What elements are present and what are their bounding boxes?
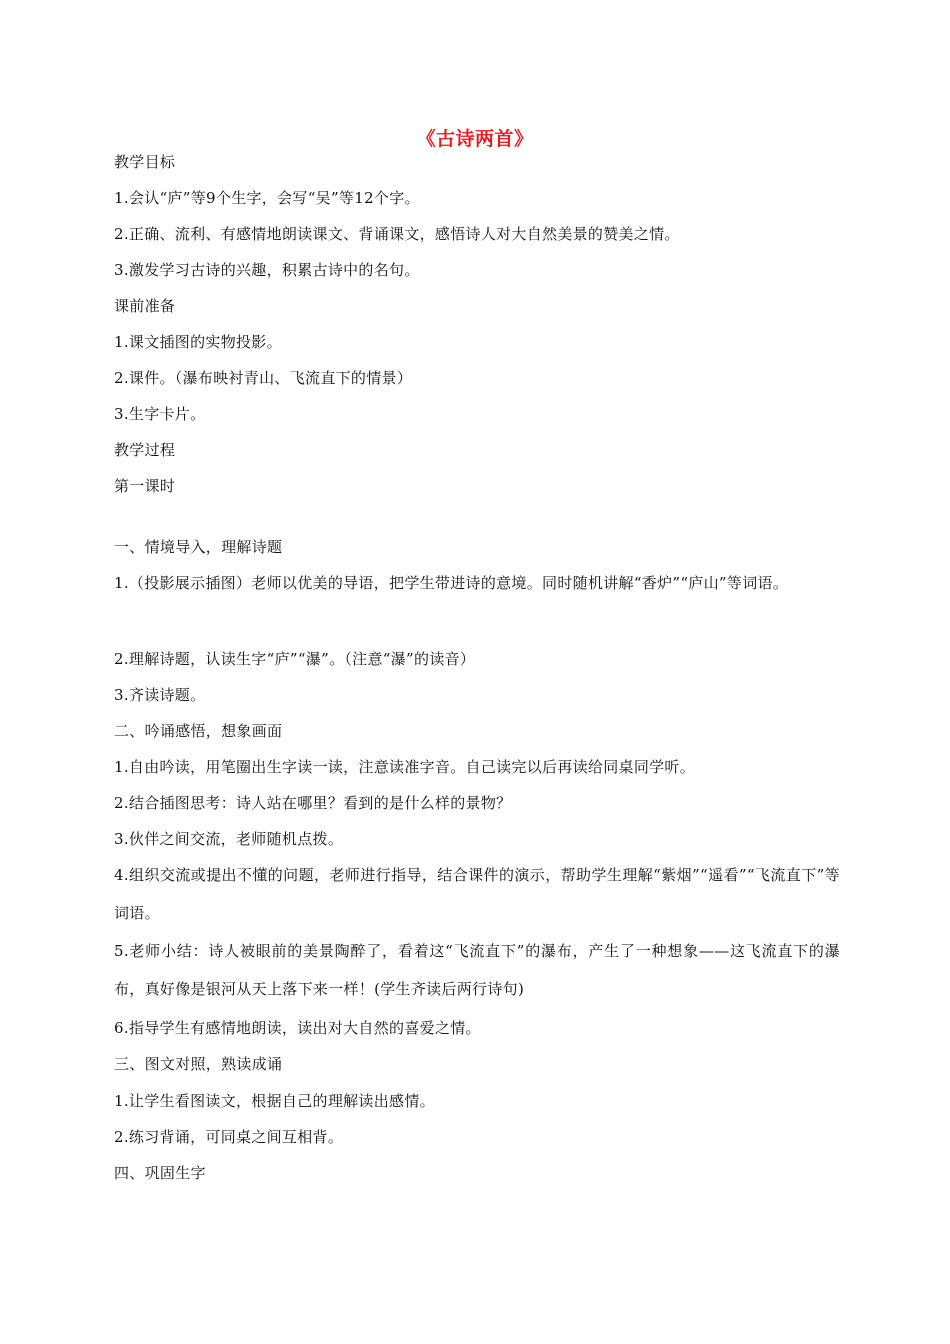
objectives-heading: 教学目标 — [114, 153, 176, 171]
part3-item: 2.练习背诵，可同桌之间互相背。 — [114, 1128, 344, 1146]
part2-item: 4.组织交流或提出不懂的问题，老师进行指导，结合课件的演示，帮助学生理解“紫烟”“遥看”“飞流直下”等词语。 — [114, 866, 840, 922]
prep-item: 1.课文插图的实物投影。 — [114, 333, 282, 351]
prep-item: 2.课件。（瀑布映衬青山、飞流直下的情景） — [114, 369, 413, 387]
part1-item: 3.齐读诗题。 — [114, 686, 206, 704]
objective-item: 2.正确、流利、有感情地朗读课文、背诵课文，感悟诗人对大自然美景的赞美之情。 — [114, 225, 680, 243]
part3-heading: 三、图文对照，熟读成诵 — [114, 1055, 283, 1073]
objective-item: 3.激发学习古诗的兴趣，积累古诗中的名句。 — [114, 261, 420, 279]
lesson-heading: 第一课时 — [114, 477, 176, 495]
part2-heading: 二、吟诵感悟，想象画面 — [114, 722, 283, 740]
part1-heading: 一、情境导入，理解诗题 — [114, 538, 283, 556]
part2-item: 2.结合插图思考：诗人站在哪里？看到的是什么样的景物？ — [114, 794, 512, 812]
document-title: 《古诗两首》 — [416, 128, 534, 150]
process-heading: 教学过程 — [114, 441, 176, 459]
part2-item: 6.指导学生有感情地朗读，读出对大自然的喜爱之情。 — [114, 1019, 481, 1037]
objective-item: 1.会认“庐”等9个生字，会写“吴”等12个字。 — [114, 189, 420, 207]
part2-item: 1.自由吟读，用笔圈出生字读一读，注意读准字音。自己读完以后再读给同桌同学听。 — [114, 758, 696, 776]
part1-item: 2.理解诗题，认读生字“庐”“瀑”。（注意“瀑”的读音） — [114, 650, 476, 668]
part3-item: 1.让学生看图读文，根据自己的理解读出感情。 — [114, 1092, 435, 1110]
prep-item: 3.生字卡片。 — [114, 405, 206, 423]
part1-item: 1.（投影展示插图）老师以优美的导语，把学生带进诗的意境。同时随机讲解“香炉”“庐山”等词语。 — [114, 574, 789, 592]
part2-item: 3.伙伴之间交流，老师随机点拨。 — [114, 830, 344, 848]
prep-heading: 课前准备 — [114, 297, 176, 315]
part4-heading: 四、巩固生字 — [114, 1164, 206, 1182]
part2-item: 5.老师小结：诗人被眼前的美景陶醉了，看着这“飞流直下”的瀑布，产生了一种想象——这飞流直下的瀑布，真好像是银河从天上落下来一样！(学生齐读后两行诗句) — [114, 942, 840, 998]
